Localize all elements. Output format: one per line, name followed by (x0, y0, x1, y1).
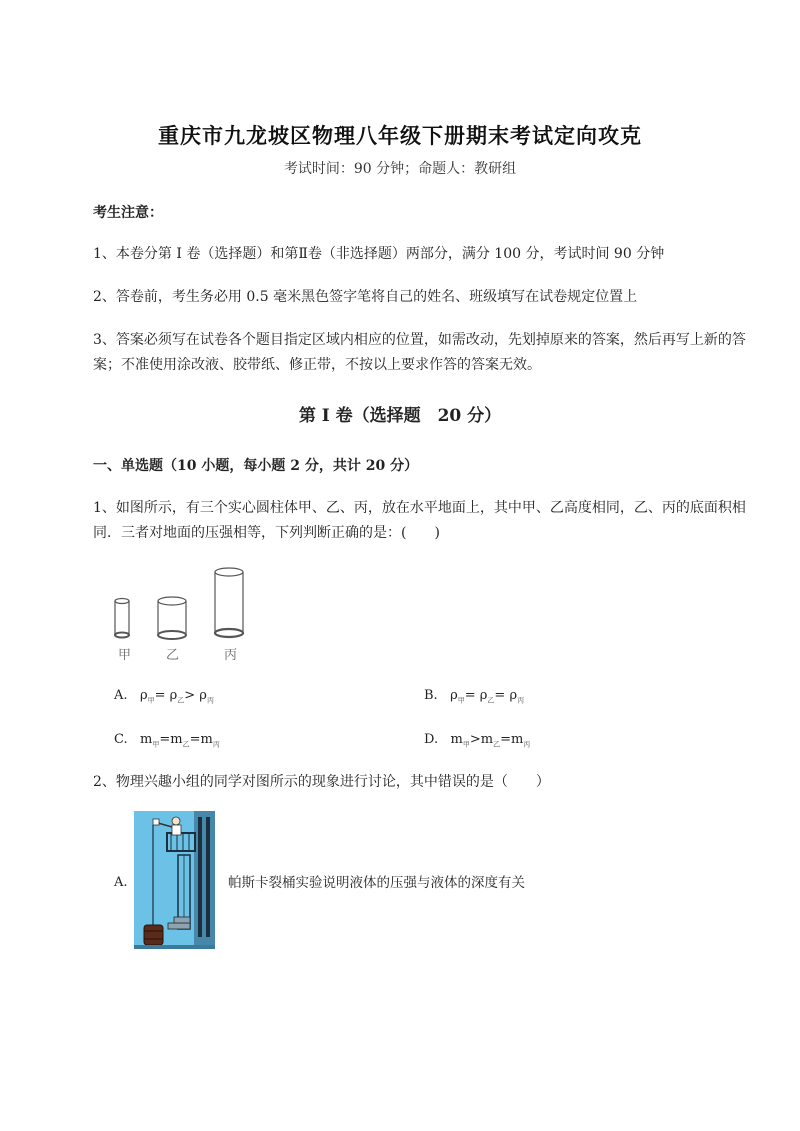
option-relation: > ρ (184, 688, 207, 703)
option-relation: = ρ (464, 688, 488, 703)
option-symbol: m (140, 732, 153, 747)
cylinder-jia-top (115, 599, 129, 604)
part-title: 一、单选题（10 小题，每小题 2 分，共计 20 分） (93, 458, 419, 474)
option-relation: =m (189, 732, 213, 747)
option-1d[interactable] (424, 730, 530, 755)
option-subscript: 乙 (177, 696, 185, 705)
exam-subtitle: 考试时间：90 分钟；命题人：教研组 (283, 161, 517, 177)
option-relation: =m (500, 732, 524, 747)
option-subscript: 甲 (147, 696, 155, 705)
option-letter: A. (114, 688, 128, 703)
option-1b[interactable] (424, 686, 524, 711)
figure-label-bing: 丙 (224, 648, 238, 663)
cylinder-yi-base (158, 631, 186, 639)
notice-item-2: 2、答卷前，考生务必用 0.5 毫米黑色签字笔将自己的姓名、班级填写在试卷规定位置上 (93, 289, 638, 305)
notice-heading: 考生注意： (93, 205, 163, 221)
option-symbol: ρ (139, 688, 148, 703)
option-symbol: ρ (450, 688, 458, 703)
section-title: 第 I 卷（选择题 20 分） (298, 406, 502, 426)
barrel-icon (144, 925, 163, 945)
pascal-barrel-figure (134, 811, 215, 949)
option-relation: = ρ (494, 688, 518, 703)
cylinder-jia-base (115, 633, 129, 638)
option-letter: C. (114, 732, 128, 747)
cylinder-bing-base (215, 629, 243, 637)
option-subscript: 乙 (182, 740, 190, 749)
option-relation: = ρ (154, 688, 178, 703)
figure-label-yi: 乙 (166, 648, 180, 663)
figure-label-jia: 甲 (118, 648, 132, 663)
option-symbol: m (450, 732, 463, 747)
notice-item-1: 1、本卷分第 I 卷（选择题）和第Ⅱ卷（非选择题）两部分，满分 100 分，考试时间 90 分钟 (93, 246, 665, 262)
option-subscript: 丙 (212, 740, 220, 749)
pascal-barrel-drawing (134, 811, 215, 949)
question-2-stem: 2、物理兴趣小组的同学对图所示的现象进行讨论，其中错误的是（ ） (93, 774, 550, 790)
option-1c[interactable] (114, 730, 220, 755)
option-subscript: 丙 (523, 740, 531, 749)
cylinder-yi-top (158, 597, 186, 605)
option-subscript: 乙 (493, 740, 501, 749)
option-subscript: 丙 (517, 696, 525, 705)
option-letter: D. (424, 732, 439, 747)
option-2a-text[interactable]: 帕斯卡裂桶实验说明液体的压强与液体的深度有关 (228, 875, 525, 891)
notice-item-3: 3、答案必须写在试卷各个题目指定区域内相应的位置，如需改动，先划掉原来的答案，然后再写上新的答案；不准使用涂改液、胶带纸、修正带，不按以上要求作答的答案无效。 (93, 332, 746, 373)
option-2a-letter[interactable]: A. (114, 875, 128, 890)
option-1a[interactable] (114, 686, 214, 711)
option-subscript: 甲 (457, 696, 465, 705)
cylinders-figure (108, 565, 258, 665)
question-1-stem: 1、如图所示，有三个实心圆柱体甲、乙、丙，放在水平地面上，其中甲、乙高度相同，乙、丙的底面积相同．三者对地面的压强相等，下列判断正确的是：( ) (93, 500, 746, 541)
option-subscript: 乙 (487, 696, 495, 705)
cylinder-bing-top (215, 568, 243, 576)
option-subscript: 甲 (152, 740, 160, 749)
option-letter: B. (424, 688, 438, 703)
option-subscript: 甲 (462, 740, 470, 749)
page-title: 重庆市九龙坡区物理八年级下册期末考试定向攻克 (158, 123, 642, 148)
option-relation: >m (469, 732, 494, 747)
option-relation: =m (159, 732, 183, 747)
option-subscript: 丙 (206, 696, 214, 705)
